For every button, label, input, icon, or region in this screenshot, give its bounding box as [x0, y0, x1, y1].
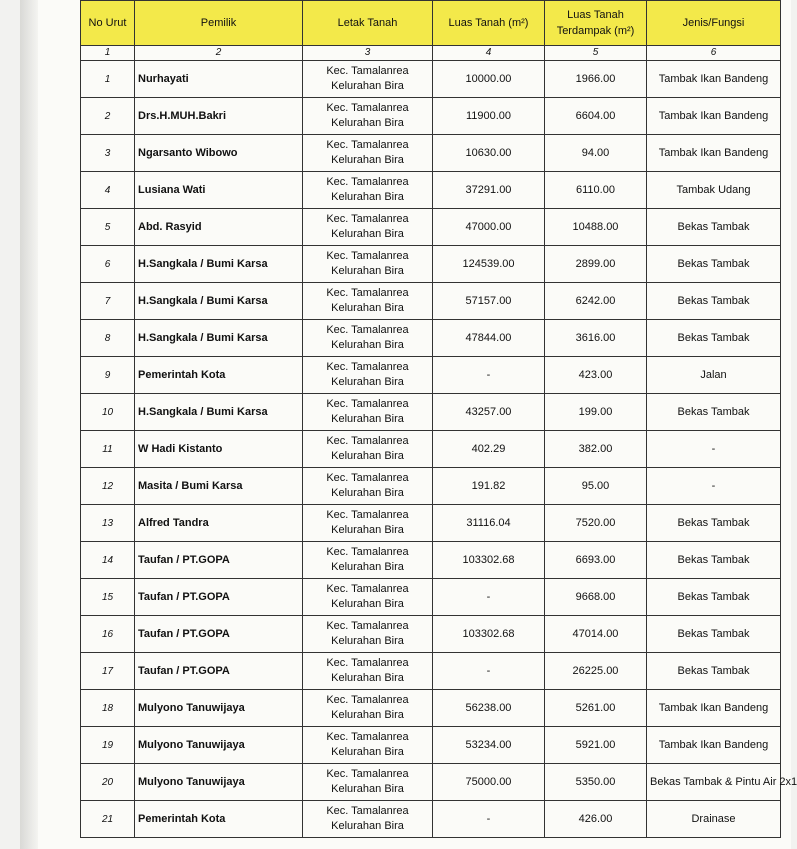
land-location	[303, 98, 433, 135]
location-village: Kelurahan Bira	[331, 339, 404, 351]
land-area: -	[433, 653, 545, 690]
table-row	[81, 653, 781, 690]
location-district: Kec. Tamalanrea	[326, 213, 409, 225]
table-row	[81, 579, 781, 616]
row-number: 17	[81, 653, 135, 690]
affected-area: 3616.00	[545, 320, 647, 357]
affected-area: 2899.00	[545, 246, 647, 283]
affected-area: 94.00	[545, 135, 647, 172]
land-location	[303, 172, 433, 209]
location-district: Kec. Tamalanrea	[326, 176, 409, 188]
land-function: Bekas Tambak	[647, 505, 781, 542]
affected-area: 5261.00	[545, 690, 647, 727]
owner-name: Taufan / PT.GOPA	[135, 579, 303, 616]
affected-area: 1966.00	[545, 61, 647, 98]
location-district: Kec. Tamalanrea	[326, 509, 409, 521]
location-district: Kec. Tamalanrea	[326, 398, 409, 410]
land-location	[303, 616, 433, 653]
affected-area: 5350.00	[545, 764, 647, 801]
row-number: 1	[81, 61, 135, 98]
row-number: 16	[81, 616, 135, 653]
land-location	[303, 764, 433, 801]
location-village: Kelurahan Bira	[331, 672, 404, 684]
location-district: Kec. Tamalanrea	[326, 287, 409, 299]
affected-area: 382.00	[545, 431, 647, 468]
owner-name: Taufan / PT.GOPA	[135, 653, 303, 690]
table-row	[81, 801, 781, 838]
column-number: 2	[135, 46, 303, 61]
land-location	[303, 394, 433, 431]
land-function: Tambak Ikan Bandeng	[647, 61, 781, 98]
row-number: 7	[81, 283, 135, 320]
affected-area: 6242.00	[545, 283, 647, 320]
location-village: Kelurahan Bira	[331, 820, 404, 832]
table-row	[81, 468, 781, 505]
table-row	[81, 357, 781, 394]
column-number: 6	[647, 46, 781, 61]
location-district: Kec. Tamalanrea	[326, 694, 409, 706]
land-area: 37291.00	[433, 172, 545, 209]
land-location	[303, 468, 433, 505]
table-row	[81, 135, 781, 172]
land-function: Tambak Ikan Bandeng	[647, 135, 781, 172]
row-number: 8	[81, 320, 135, 357]
affected-area: 199.00	[545, 394, 647, 431]
location-district: Kec. Tamalanrea	[326, 435, 409, 447]
land-area: 10630.00	[433, 135, 545, 172]
land-function: Tambak Ikan Bandeng	[647, 727, 781, 764]
table-row	[81, 61, 781, 98]
location-district: Kec. Tamalanrea	[326, 731, 409, 743]
land-function: Bekas Tambak & Pintu Air 2x1	[647, 764, 781, 801]
affected-area: 9668.00	[545, 579, 647, 616]
land-area: -	[433, 357, 545, 394]
land-location	[303, 579, 433, 616]
location-district: Kec. Tamalanrea	[326, 65, 409, 77]
document-page	[20, 0, 797, 849]
land-area: 103302.68	[433, 616, 545, 653]
affected-area: 47014.00	[545, 616, 647, 653]
land-location	[303, 135, 433, 172]
owner-name: Alfred Tandra	[135, 505, 303, 542]
table-row	[81, 727, 781, 764]
location-district: Kec. Tamalanrea	[326, 805, 409, 817]
header-owner: Pemilik	[135, 1, 303, 46]
row-number: 10	[81, 394, 135, 431]
location-district: Kec. Tamalanrea	[326, 102, 409, 114]
row-number: 20	[81, 764, 135, 801]
land-area: 10000.00	[433, 61, 545, 98]
location-village: Kelurahan Bira	[331, 265, 404, 277]
owner-name: W Hadi Kistanto	[135, 431, 303, 468]
row-number: 14	[81, 542, 135, 579]
owner-name: Mulyono Tanuwijaya	[135, 764, 303, 801]
owner-name: Pemerintah Kota	[135, 357, 303, 394]
affected-area: 6110.00	[545, 172, 647, 209]
land-area: 43257.00	[433, 394, 545, 431]
land-area: 53234.00	[433, 727, 545, 764]
owner-name: Mulyono Tanuwijaya	[135, 690, 303, 727]
land-area: 191.82	[433, 468, 545, 505]
owner-name: Mulyono Tanuwijaya	[135, 727, 303, 764]
affected-area: 26225.00	[545, 653, 647, 690]
location-district: Kec. Tamalanrea	[326, 546, 409, 558]
land-area: -	[433, 579, 545, 616]
affected-area: 6604.00	[545, 98, 647, 135]
owner-name: Pemerintah Kota	[135, 801, 303, 838]
land-function: Bekas Tambak	[647, 653, 781, 690]
location-village: Kelurahan Bira	[331, 228, 404, 240]
column-number: 4	[433, 46, 545, 61]
location-district: Kec. Tamalanrea	[326, 768, 409, 780]
header-area: Luas Tanah (m²)	[433, 1, 545, 46]
location-village: Kelurahan Bira	[331, 191, 404, 203]
location-village: Kelurahan Bira	[331, 561, 404, 573]
table-row	[81, 246, 781, 283]
land-function: Bekas Tambak	[647, 542, 781, 579]
land-function: Bekas Tambak	[647, 616, 781, 653]
affected-area: 5921.00	[545, 727, 647, 764]
land-location	[303, 320, 433, 357]
owner-name: Taufan / PT.GOPA	[135, 616, 303, 653]
table-row	[81, 431, 781, 468]
land-function: Bekas Tambak	[647, 246, 781, 283]
row-number: 21	[81, 801, 135, 838]
land-location	[303, 357, 433, 394]
column-number: 5	[545, 46, 647, 61]
location-district: Kec. Tamalanrea	[326, 139, 409, 151]
location-village: Kelurahan Bira	[331, 598, 404, 610]
table-row	[81, 98, 781, 135]
land-area: 103302.68	[433, 542, 545, 579]
land-function: -	[647, 431, 781, 468]
row-number: 4	[81, 172, 135, 209]
land-function: Tambak Udang	[647, 172, 781, 209]
land-location	[303, 690, 433, 727]
location-district: Kec. Tamalanrea	[326, 472, 409, 484]
column-number: 1	[81, 46, 135, 61]
affected-area: 95.00	[545, 468, 647, 505]
owner-name: H.Sangkala / Bumi Karsa	[135, 246, 303, 283]
table-row	[81, 320, 781, 357]
land-function: Drainase	[647, 801, 781, 838]
land-area: 47844.00	[433, 320, 545, 357]
land-area: 402.29	[433, 431, 545, 468]
land-function: Bekas Tambak	[647, 320, 781, 357]
table-row	[81, 690, 781, 727]
affected-area: 6693.00	[545, 542, 647, 579]
owner-name: Abd. Rasyid	[135, 209, 303, 246]
land-function: Bekas Tambak	[647, 394, 781, 431]
location-district: Kec. Tamalanrea	[326, 620, 409, 632]
row-number: 15	[81, 579, 135, 616]
land-function: Jalan	[647, 357, 781, 394]
land-function: Tambak Ikan Bandeng	[647, 98, 781, 135]
table-row	[81, 172, 781, 209]
land-area: 11900.00	[433, 98, 545, 135]
owner-name: Nurhayati	[135, 61, 303, 98]
land-location	[303, 801, 433, 838]
owner-name: Ngarsanto Wibowo	[135, 135, 303, 172]
land-area: 124539.00	[433, 246, 545, 283]
owner-name: Masita / Bumi Karsa	[135, 468, 303, 505]
owner-name: H.Sangkala / Bumi Karsa	[135, 394, 303, 431]
land-area: 56238.00	[433, 690, 545, 727]
header-location: Letak Tanah	[303, 1, 433, 46]
land-area: 31116.04	[433, 505, 545, 542]
location-district: Kec. Tamalanrea	[326, 657, 409, 669]
land-location	[303, 431, 433, 468]
table-row	[81, 505, 781, 542]
location-village: Kelurahan Bira	[331, 524, 404, 536]
location-village: Kelurahan Bira	[331, 154, 404, 166]
location-village: Kelurahan Bira	[331, 635, 404, 647]
location-village: Kelurahan Bira	[331, 413, 404, 425]
land-area: -	[433, 801, 545, 838]
location-district: Kec. Tamalanrea	[326, 361, 409, 373]
land-location	[303, 246, 433, 283]
row-number: 6	[81, 246, 135, 283]
owner-name: H.Sangkala / Bumi Karsa	[135, 283, 303, 320]
land-function: Bekas Tambak	[647, 209, 781, 246]
table-row	[81, 616, 781, 653]
table-row	[81, 394, 781, 431]
affected-area: 423.00	[545, 357, 647, 394]
land-location	[303, 505, 433, 542]
land-location	[303, 283, 433, 320]
location-village: Kelurahan Bira	[331, 783, 404, 795]
land-area: 57157.00	[433, 283, 545, 320]
column-number-row	[81, 46, 781, 61]
owner-name: Taufan / PT.GOPA	[135, 542, 303, 579]
row-number: 12	[81, 468, 135, 505]
land-location	[303, 209, 433, 246]
table-row	[81, 764, 781, 801]
row-number: 5	[81, 209, 135, 246]
row-number: 13	[81, 505, 135, 542]
location-village: Kelurahan Bira	[331, 746, 404, 758]
location-district: Kec. Tamalanrea	[326, 583, 409, 595]
location-village: Kelurahan Bira	[331, 450, 404, 462]
land-location	[303, 542, 433, 579]
header-function: Jenis/Fungsi	[647, 1, 781, 46]
column-number: 3	[303, 46, 433, 61]
location-district: Kec. Tamalanrea	[326, 324, 409, 336]
row-number: 18	[81, 690, 135, 727]
land-location	[303, 61, 433, 98]
table-row	[81, 283, 781, 320]
land-area: 47000.00	[433, 209, 545, 246]
location-village: Kelurahan Bira	[331, 117, 404, 129]
location-village: Kelurahan Bira	[331, 80, 404, 92]
row-number: 19	[81, 727, 135, 764]
land-location	[303, 653, 433, 690]
land-ownership-table	[80, 0, 797, 838]
row-number: 9	[81, 357, 135, 394]
header-affected-area: Luas Tanah Terdampak (m²)	[545, 1, 647, 46]
location-village: Kelurahan Bira	[331, 709, 404, 721]
land-function: Tambak Ikan Bandeng	[647, 690, 781, 727]
owner-name: Drs.H.MUH.Bakri	[135, 98, 303, 135]
affected-area: 10488.00	[545, 209, 647, 246]
location-village: Kelurahan Bira	[331, 302, 404, 314]
table-header-row	[81, 1, 781, 46]
affected-area: 7520.00	[545, 505, 647, 542]
header-no: No Urut	[81, 1, 135, 46]
location-district: Kec. Tamalanrea	[326, 250, 409, 262]
row-number: 3	[81, 135, 135, 172]
table-row	[81, 542, 781, 579]
row-number: 2	[81, 98, 135, 135]
owner-name: H.Sangkala / Bumi Karsa	[135, 320, 303, 357]
table-row	[81, 209, 781, 246]
land-function: -	[647, 468, 781, 505]
land-function: Bekas Tambak	[647, 283, 781, 320]
row-number: 11	[81, 431, 135, 468]
owner-name: Lusiana Wati	[135, 172, 303, 209]
affected-area: 426.00	[545, 801, 647, 838]
location-village: Kelurahan Bira	[331, 376, 404, 388]
land-function: Bekas Tambak	[647, 579, 781, 616]
location-village: Kelurahan Bira	[331, 487, 404, 499]
land-location	[303, 727, 433, 764]
land-area: 75000.00	[433, 764, 545, 801]
